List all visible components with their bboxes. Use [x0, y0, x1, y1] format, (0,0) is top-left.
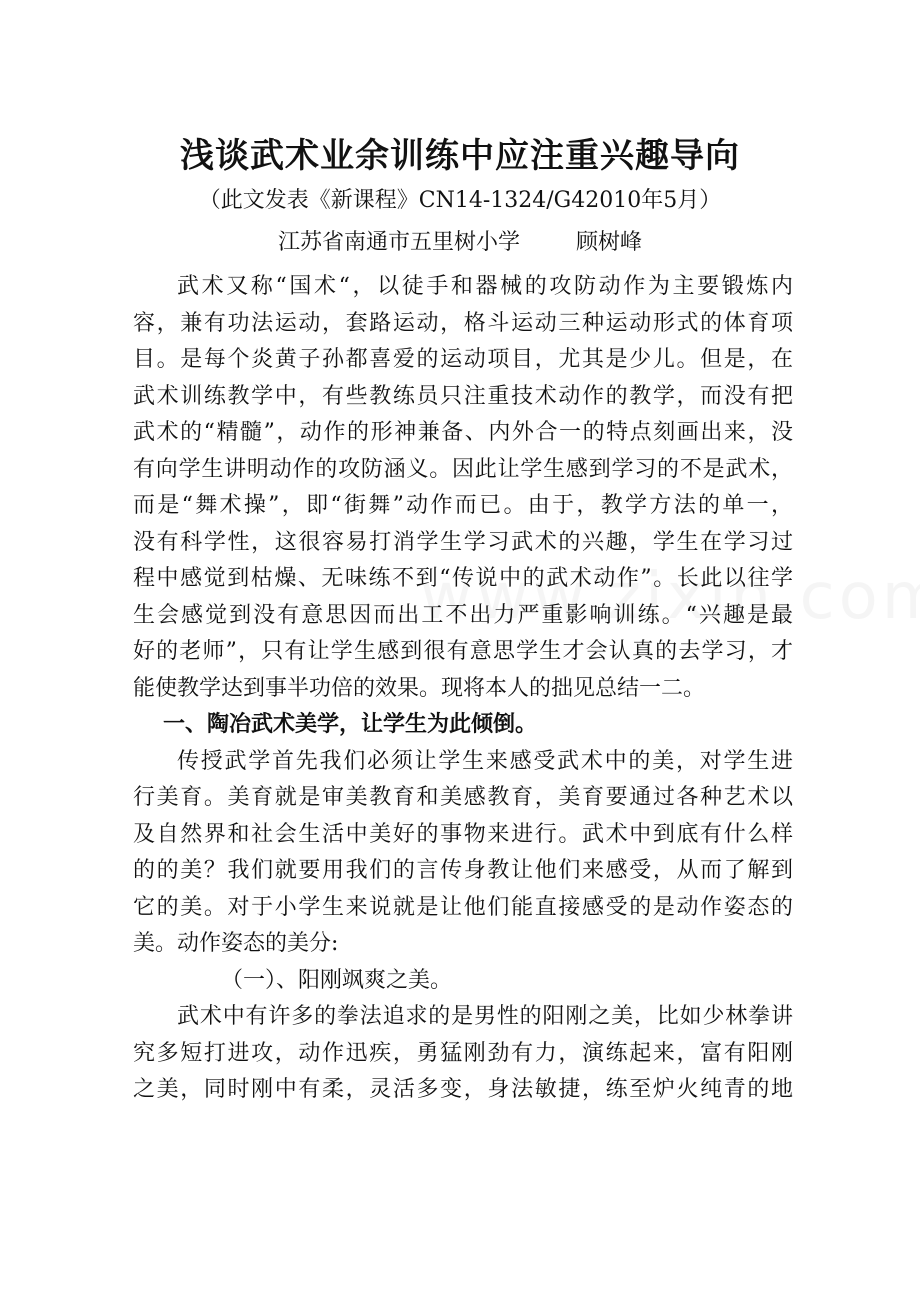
paragraph-line: 武术训练教学中，有些教练员只注重技术动作的教学，而没有把	[133, 383, 793, 409]
paragraph-line: 究多短打进攻，动作迅疾，勇猛刚劲有力，演练起来，富有阳刚	[133, 1040, 793, 1066]
author-name: 顾树峰	[576, 230, 643, 255]
byline	[0, 226, 920, 260]
paragraph-line: 之美，同时刚中有柔，灵活多变，身法敏捷，练至炉火纯青的地	[133, 1077, 793, 1102]
paragraph-line: 武术又称“国术“，以徒手和器械的攻防动作为主要锻炼内	[177, 274, 793, 299]
paragraph-line: 好的老师”，只有让学生感到很有意思学生才会认真的去学习，才	[133, 639, 793, 664]
paragraph-line: 武术中有许多的拳法追求的是男性的阳刚之美，比如少林拳讲	[177, 1004, 793, 1029]
paragraph-line: 生会感觉到没有意思因而出工不出力严重影响训练。“兴趣是最	[133, 602, 793, 628]
article-body	[133, 269, 793, 1109]
intro-paragraph	[133, 269, 793, 707]
paragraph-line: 它的美。对于小学生来说就是让他们能直接感受的是动作姿态的	[133, 894, 793, 920]
paragraph-line: 行美育。美育就是审美教育和美感教育，美育要通过各种艺术以	[133, 785, 793, 810]
paragraph-line: 能使教学达到事半功倍的效果。现将本人的拙见总结一二。	[133, 675, 706, 701]
school-name: 江苏省南通市五里树小学	[277, 230, 520, 255]
section-heading: 一、陶冶武术美学，让学生为此倾倒。	[163, 712, 538, 737]
paragraph-line: 及自然界和社会生活中美好的事物来进行。武术中到底有什么样	[133, 821, 793, 847]
paragraph-line: 传授武学首先我们必须让学生来感受武术中的美，对学生进	[177, 748, 793, 774]
subsection-heading: （一）、阳刚飒爽之美。	[221, 967, 453, 993]
publication-note: （此文发表《新课程》CN14-1324/G42010年5月）	[198, 188, 722, 213]
paragraph-line: 的的美？我们就要用我们的言传身教让他们来感受，从而了解到	[133, 858, 793, 883]
paragraph-line: 有向学生讲明动作的攻防涵义。因此让学生感到学习的不是武术，	[133, 456, 793, 482]
paragraph-line: 美。动作姿态的美分:	[133, 931, 339, 956]
paragraph-line: 容，兼有功法运动，套路运动，格斗运动三种运动形式的体育项	[133, 310, 793, 336]
document-title: 浅谈武术业余训练中应注重兴趣导向	[180, 136, 740, 176]
paragraph-line: 目。是每个炎黄子孙都喜爱的运动项目，尤其是少儿。但是，在	[133, 347, 793, 372]
subsection-paragraph	[133, 999, 793, 1109]
paragraph-line: 程中感觉到枯燥、无味练不到“传说中的武术动作”。长此以往学	[133, 566, 793, 591]
paragraph-line: 而是“舞术操”，即“街舞”动作而已。由于，教学方法的单一，	[133, 493, 793, 518]
paragraph-line: 没有科学性，这很容易打消学生学习武术的兴趣，学生在学习过	[133, 529, 793, 555]
paragraph-line: 武术的“精髓”，动作的形神兼备、内外合一的特点刻画出来，没	[133, 420, 793, 445]
section-paragraph	[133, 744, 793, 963]
